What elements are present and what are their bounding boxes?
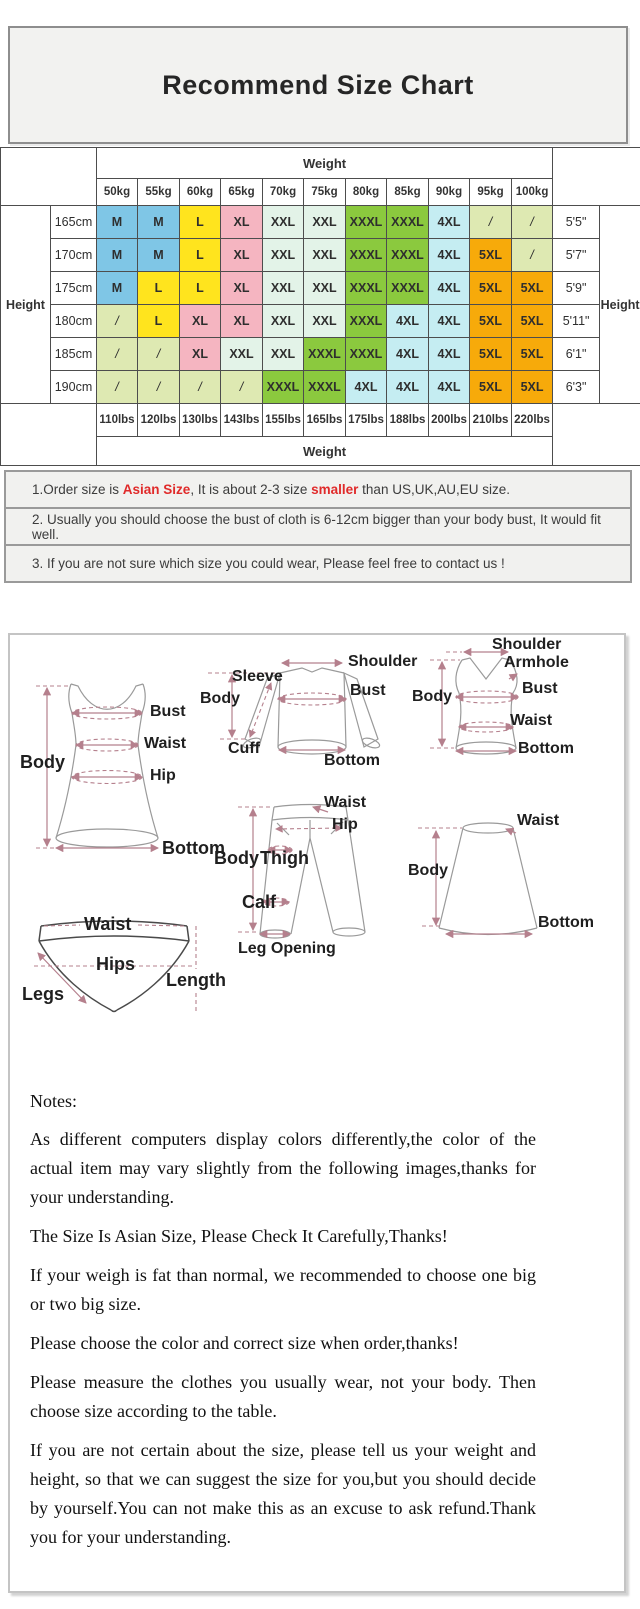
weight-kg-cell: 100kg bbox=[512, 179, 553, 206]
pants-thigh-label: Thigh bbox=[260, 848, 309, 868]
order-note-row: 3. If you are not sure which size you could wear, Please feel free to contact us ! bbox=[4, 544, 632, 583]
weight-kg-cell: 95kg bbox=[470, 179, 512, 206]
height-cm-cell: 170cm bbox=[51, 239, 97, 272]
table-corner bbox=[1, 148, 97, 206]
size-cell: XXXL bbox=[346, 206, 387, 239]
size-cell: XXL bbox=[304, 206, 346, 239]
size-cell: XXXL bbox=[304, 338, 346, 371]
size-cell: XL bbox=[221, 272, 263, 305]
height-cm-cell: 165cm bbox=[51, 206, 97, 239]
brief-hips-label: Hips bbox=[96, 954, 136, 974]
size-cell: XXL bbox=[221, 338, 263, 371]
size-cell: XXL bbox=[263, 272, 304, 305]
order-note-row: 1.Order size is Asian Size, It is about 2-3 size smaller than US,UK,AU,EU size. bbox=[4, 470, 632, 509]
size-cell: XL bbox=[221, 206, 263, 239]
size-cell: / bbox=[512, 206, 553, 239]
vest-waist-label: Waist bbox=[510, 712, 553, 729]
height-label-right: Height bbox=[600, 206, 640, 404]
size-cell: 5XL bbox=[470, 338, 512, 371]
skirt-waist-label: Waist bbox=[517, 812, 560, 829]
weight-footer: Weight bbox=[97, 437, 553, 466]
height-ft-cell: 5'5" bbox=[553, 206, 600, 239]
table-corner bbox=[1, 404, 97, 466]
shirt-shoulder-label: Shoulder bbox=[348, 653, 418, 670]
size-cell: XXXL bbox=[304, 371, 346, 404]
measurement-section bbox=[8, 633, 626, 1593]
pants-leg-opening-label: Leg Opening bbox=[238, 940, 336, 957]
size-cell: XXXL bbox=[263, 371, 304, 404]
size-cell: / bbox=[97, 305, 138, 338]
dress-bust-label: Bust bbox=[150, 703, 186, 720]
size-cell: 5XL bbox=[470, 272, 512, 305]
size-cell: / bbox=[138, 371, 180, 404]
dress-waist-label: Waist bbox=[144, 735, 187, 752]
size-cell: 5XL bbox=[512, 338, 553, 371]
weight-kg-cell: 50kg bbox=[97, 179, 138, 206]
weight-lbs-cell: 188lbs bbox=[387, 404, 429, 437]
weight-lbs-cell: 200lbs bbox=[429, 404, 470, 437]
size-cell: 4XL bbox=[429, 371, 470, 404]
shirt-bust-label: Bust bbox=[350, 682, 386, 699]
weight-lbs-cell: 110lbs bbox=[97, 404, 138, 437]
height-ft-cell: 5'9" bbox=[553, 272, 600, 305]
size-cell: 5XL bbox=[512, 305, 553, 338]
height-cm-cell: 190cm bbox=[51, 371, 97, 404]
notes-paragraph: If you are not certain about the size, please tell us your weight and height, so that we can suggest the size for you,but you should decide by yourself.You can not make this as an excuse to ask refund.Thank you for your understanding. bbox=[30, 1440, 536, 1547]
vest-bust-label: Bust bbox=[522, 680, 558, 697]
size-chart-table bbox=[0, 147, 640, 466]
size-cell: XXL bbox=[304, 239, 346, 272]
size-cell: XXXL bbox=[346, 239, 387, 272]
weight-header: Weight bbox=[97, 148, 553, 179]
size-cell: XXL bbox=[263, 206, 304, 239]
vest-shoulder-label: Shoulder bbox=[492, 636, 562, 653]
size-cell: XXXL bbox=[346, 338, 387, 371]
size-cell: M bbox=[97, 239, 138, 272]
weight-lbs-cell: 130lbs bbox=[180, 404, 221, 437]
size-cell: XL bbox=[180, 305, 221, 338]
weight-kg-cell: 75kg bbox=[304, 179, 346, 206]
size-cell: 4XL bbox=[429, 338, 470, 371]
pants-body-label: Body bbox=[214, 848, 259, 868]
order-note-row: 2. Usually you should choose the bust of cloth is 6-12cm bigger than your body bust, It would fit well. bbox=[4, 507, 632, 546]
size-cell: 5XL bbox=[470, 239, 512, 272]
size-cell: / bbox=[138, 338, 180, 371]
weight-lbs-cell: 155lbs bbox=[263, 404, 304, 437]
notes-paragraph: The Size Is Asian Size, Please Check It Carefully,Thanks! bbox=[30, 1226, 448, 1246]
vest-body-label: Body bbox=[412, 688, 452, 705]
size-cell: XXL bbox=[263, 239, 304, 272]
size-cell: / bbox=[470, 206, 512, 239]
size-cell: XXXL bbox=[346, 272, 387, 305]
table-corner bbox=[553, 148, 640, 206]
dress-bottom-label: Bottom bbox=[162, 838, 225, 858]
shirt-cuff-label: Cuff bbox=[228, 740, 260, 757]
shirt-bottom-label: Bottom bbox=[324, 752, 380, 769]
size-cell: 4XL bbox=[429, 305, 470, 338]
dress-body-label: Body bbox=[20, 752, 65, 772]
size-cell: 5XL bbox=[512, 272, 553, 305]
weight-lbs-cell: 120lbs bbox=[138, 404, 180, 437]
weight-kg-cell: 70kg bbox=[263, 179, 304, 206]
shirt-body-label: Body bbox=[200, 690, 240, 707]
size-cell: L bbox=[180, 239, 221, 272]
vest-armhole-label: Armhole bbox=[504, 654, 569, 671]
order-notes bbox=[4, 470, 632, 583]
size-cell: / bbox=[180, 371, 221, 404]
size-cell: 4XL bbox=[429, 272, 470, 305]
size-cell: 5XL bbox=[512, 371, 553, 404]
size-cell: 5XL bbox=[470, 371, 512, 404]
size-cell: M bbox=[97, 206, 138, 239]
weight-lbs-cell: 143lbs bbox=[221, 404, 263, 437]
garment-diagrams bbox=[10, 635, 624, 1035]
shirt-sleeve-label: Sleeve bbox=[232, 668, 283, 685]
size-cell: L bbox=[138, 272, 180, 305]
size-cell: 4XL bbox=[387, 305, 429, 338]
size-cell: XL bbox=[221, 305, 263, 338]
size-cell: XXL bbox=[263, 338, 304, 371]
size-cell: 4XL bbox=[429, 239, 470, 272]
size-cell: L bbox=[180, 206, 221, 239]
size-cell: / bbox=[221, 371, 263, 404]
size-cell: / bbox=[97, 371, 138, 404]
size-cell: 4XL bbox=[429, 206, 470, 239]
size-cell: XXXL bbox=[387, 272, 429, 305]
size-cell: XXL bbox=[263, 305, 304, 338]
weight-lbs-cell: 220lbs bbox=[512, 404, 553, 437]
title-box bbox=[8, 26, 628, 144]
height-ft-cell: 5'11" bbox=[553, 305, 600, 338]
weight-kg-cell: 80kg bbox=[346, 179, 387, 206]
weight-kg-cell: 90kg bbox=[429, 179, 470, 206]
height-label-left: Height bbox=[1, 206, 51, 404]
weight-lbs-cell: 165lbs bbox=[304, 404, 346, 437]
size-cell: L bbox=[138, 305, 180, 338]
notes-paragraphs bbox=[30, 1125, 536, 1552]
size-cell: 5XL bbox=[470, 305, 512, 338]
notes-paragraph: Please measure the clothes you usually wear, not your body. Then choose size according to the table. bbox=[30, 1372, 536, 1421]
size-cell: 4XL bbox=[346, 371, 387, 404]
height-ft-cell: 6'1" bbox=[553, 338, 600, 371]
size-cell: M bbox=[138, 206, 180, 239]
pants-waist-label: Waist bbox=[324, 794, 367, 811]
size-cell: XL bbox=[221, 239, 263, 272]
height-cm-cell: 185cm bbox=[51, 338, 97, 371]
height-cm-cell: 175cm bbox=[51, 272, 97, 305]
weight-kg-cell: 60kg bbox=[180, 179, 221, 206]
brief-waist-label: Waist bbox=[84, 914, 132, 934]
size-cell: 4XL bbox=[387, 371, 429, 404]
size-cell: L bbox=[180, 272, 221, 305]
pants-hip-label: Hip bbox=[332, 816, 358, 833]
size-cell: M bbox=[138, 239, 180, 272]
skirt-body-label: Body bbox=[408, 862, 448, 879]
size-cell: / bbox=[512, 239, 553, 272]
brief-legs-label: Legs bbox=[22, 984, 65, 1004]
size-cell: XXXL bbox=[387, 206, 429, 239]
height-cm-cell: 180cm bbox=[51, 305, 97, 338]
dress-hip-label: Hip bbox=[150, 767, 176, 784]
size-cell: XXXL bbox=[387, 239, 429, 272]
weight-kg-cell: 85kg bbox=[387, 179, 429, 206]
weight-kg-cell: 65kg bbox=[221, 179, 263, 206]
page-title: Recommend Size Chart bbox=[162, 69, 474, 100]
size-cell: 4XL bbox=[387, 338, 429, 371]
weight-lbs-cell: 175lbs bbox=[346, 404, 387, 437]
weight-lbs-cell: 210lbs bbox=[470, 404, 512, 437]
height-ft-cell: 6'3" bbox=[553, 371, 600, 404]
size-cell: / bbox=[97, 338, 138, 371]
brief-length-label: Length bbox=[166, 970, 226, 990]
size-cell: XXXL bbox=[346, 305, 387, 338]
notes-heading: Notes: bbox=[30, 1091, 77, 1111]
height-ft-cell: 5'7" bbox=[553, 239, 600, 272]
skirt-bottom-label: Bottom bbox=[538, 914, 594, 931]
notes-paragraph: Please choose the color and correct size when order,thanks! bbox=[30, 1333, 459, 1353]
size-cell: M bbox=[97, 272, 138, 305]
table-corner bbox=[553, 404, 640, 466]
size-cell: XXL bbox=[304, 305, 346, 338]
notes-text-block bbox=[30, 1087, 536, 1552]
notes-paragraph: If your weigh is fat than normal, we recommended to choose one big or two big size. bbox=[30, 1265, 536, 1314]
vest-bottom-label: Bottom bbox=[518, 740, 574, 757]
notes-paragraph: As different computers display colors differently,the color of the actual item may vary slightly from the following images,thanks for your understanding. bbox=[30, 1129, 536, 1207]
pants-calf-label: Calf bbox=[242, 892, 277, 912]
weight-kg-cell: 55kg bbox=[138, 179, 180, 206]
size-cell: XL bbox=[180, 338, 221, 371]
size-cell: XXL bbox=[304, 272, 346, 305]
